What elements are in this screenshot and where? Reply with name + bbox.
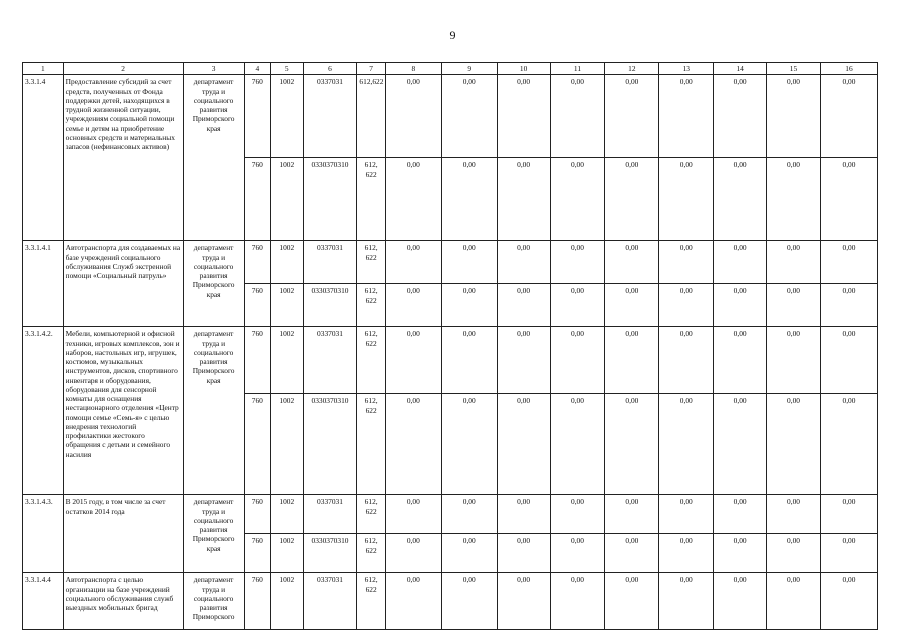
amount-cell: 0,00 bbox=[659, 327, 714, 394]
amount-cell: 0,00 bbox=[659, 534, 714, 573]
amount-cell: 0,00 bbox=[497, 241, 550, 284]
column-header-8: 8 bbox=[385, 63, 441, 75]
target-article-code: 0337031 bbox=[303, 241, 357, 284]
responsible-department: департамент труда и социального развития Приморского края bbox=[183, 495, 244, 573]
page-number: 9 bbox=[449, 28, 456, 42]
row-description: В 2015 году, в том числе за счет остатков 2014 года bbox=[63, 495, 183, 573]
amount-cell: 0,00 bbox=[497, 573, 550, 630]
section-code: 1002 bbox=[271, 534, 304, 573]
table-row bbox=[23, 241, 878, 284]
amount-cell: 0,00 bbox=[714, 158, 767, 241]
amount-cell: 0,00 bbox=[820, 495, 877, 534]
column-header-10: 10 bbox=[497, 63, 550, 75]
section-code: 1002 bbox=[271, 327, 304, 394]
amount-cell: 0,00 bbox=[714, 495, 767, 534]
column-header-7: 7 bbox=[357, 63, 385, 75]
amount-cell: 0,00 bbox=[767, 284, 821, 327]
table-row bbox=[23, 75, 878, 158]
amount-cell: 0,00 bbox=[550, 158, 605, 241]
amount-cell: 0,00 bbox=[497, 158, 550, 241]
target-article-code: 0337031 bbox=[303, 495, 357, 534]
amount-cell: 0,00 bbox=[497, 534, 550, 573]
amount-cell: 0,00 bbox=[714, 241, 767, 284]
amount-cell: 0,00 bbox=[385, 534, 441, 573]
amount-cell: 0,00 bbox=[659, 241, 714, 284]
amount-cell: 0,00 bbox=[550, 75, 605, 158]
table-row bbox=[23, 495, 878, 534]
amount-cell: 0,00 bbox=[441, 75, 497, 158]
amount-cell: 0,00 bbox=[714, 327, 767, 394]
table-row bbox=[23, 573, 878, 630]
amount-cell: 0,00 bbox=[441, 495, 497, 534]
amount-cell: 0,00 bbox=[820, 327, 877, 394]
section-code: 1002 bbox=[271, 75, 304, 158]
amount-cell: 0,00 bbox=[385, 573, 441, 630]
responsible-department: департамент труда и социального развития Приморского края bbox=[183, 241, 244, 327]
row-code: 3.3.1.4 bbox=[23, 75, 64, 241]
row-code: 3.3.1.4.4 bbox=[23, 573, 64, 630]
amount-cell: 0,00 bbox=[550, 241, 605, 284]
amount-cell: 0,00 bbox=[605, 158, 659, 241]
amount-cell: 0,00 bbox=[714, 394, 767, 495]
section-code: 1002 bbox=[271, 495, 304, 534]
amount-cell: 0,00 bbox=[820, 158, 877, 241]
responsible-department: департамент труда и социального развития Приморского края bbox=[183, 75, 244, 241]
amount-cell: 0,00 bbox=[767, 327, 821, 394]
target-article-code: 0330370310 bbox=[303, 534, 357, 573]
amount-cell: 0,00 bbox=[659, 75, 714, 158]
amount-cell: 0,00 bbox=[497, 75, 550, 158]
amount-cell: 0,00 bbox=[441, 241, 497, 284]
row-code: 3.3.1.4.1 bbox=[23, 241, 64, 327]
table-row bbox=[23, 327, 878, 394]
amount-cell: 0,00 bbox=[441, 394, 497, 495]
expense-type-code: 612, 622 bbox=[357, 573, 385, 630]
row-code: 3.3.1.4.3. bbox=[23, 495, 64, 573]
amount-cell: 0,00 bbox=[605, 534, 659, 573]
target-article-code: 0337031 bbox=[303, 573, 357, 630]
amount-cell: 0,00 bbox=[605, 75, 659, 158]
expense-type-code: 612,622 bbox=[357, 75, 385, 158]
grbs-code: 760 bbox=[244, 573, 270, 630]
section-code: 1002 bbox=[271, 284, 304, 327]
grbs-code: 760 bbox=[244, 158, 270, 241]
amount-cell: 0,00 bbox=[441, 284, 497, 327]
expense-type-code: 612, 622 bbox=[357, 394, 385, 495]
amount-cell: 0,00 bbox=[385, 327, 441, 394]
section-code: 1002 bbox=[271, 394, 304, 495]
amount-cell: 0,00 bbox=[767, 75, 821, 158]
amount-cell: 0,00 bbox=[820, 573, 877, 630]
amount-cell: 0,00 bbox=[820, 284, 877, 327]
expense-type-code: 612, 622 bbox=[357, 284, 385, 327]
amount-cell: 0,00 bbox=[497, 327, 550, 394]
amount-cell: 0,00 bbox=[659, 495, 714, 534]
amount-cell: 0,00 bbox=[550, 394, 605, 495]
column-header-6: 6 bbox=[303, 63, 357, 75]
amount-cell: 0,00 bbox=[820, 241, 877, 284]
amount-cell: 0,00 bbox=[714, 534, 767, 573]
column-header-11: 11 bbox=[550, 63, 605, 75]
section-code: 1002 bbox=[271, 573, 304, 630]
amount-cell: 0,00 bbox=[385, 495, 441, 534]
amount-cell: 0,00 bbox=[385, 284, 441, 327]
row-code: 3.3.1.4.2. bbox=[23, 327, 64, 495]
column-header-16: 16 bbox=[820, 63, 877, 75]
responsible-department: департамент труда и социального развития Приморского bbox=[183, 573, 244, 630]
row-description: Мебели, компьютерной и офисной техники, игровых комплексов, зон и наборов, настольных игр, игрушек, костюмов, музыкальных инструментов, дисков, спортивного инвентаря и оборудования, оборудования для сенсорной комнаты для оснащения нестационарного отделения «Центр помощи семье «Семь-я» с целью внедрения технологий профилактики жестокого обращения с детьми и семейного насилия bbox=[63, 327, 183, 495]
amount-cell: 0,00 bbox=[550, 573, 605, 630]
column-header-5: 5 bbox=[271, 63, 304, 75]
amount-cell: 0,00 bbox=[550, 495, 605, 534]
amount-cell: 0,00 bbox=[714, 573, 767, 630]
grbs-code: 760 bbox=[244, 241, 270, 284]
grbs-code: 760 bbox=[244, 75, 270, 158]
row-description: Автотранспорта с целью организации на базе учреждений социального обслуживания служб выездных мобильных бригад bbox=[63, 573, 183, 630]
amount-cell: 0,00 bbox=[820, 534, 877, 573]
budget-table bbox=[22, 62, 878, 630]
amount-cell: 0,00 bbox=[767, 158, 821, 241]
grbs-code: 760 bbox=[244, 534, 270, 573]
grbs-code: 760 bbox=[244, 495, 270, 534]
target-article-code: 0330370310 bbox=[303, 284, 357, 327]
column-header-13: 13 bbox=[659, 63, 714, 75]
expense-type-code: 612, 622 bbox=[357, 327, 385, 394]
target-article-code: 0330370310 bbox=[303, 158, 357, 241]
section-code: 1002 bbox=[271, 241, 304, 284]
amount-cell: 0,00 bbox=[605, 241, 659, 284]
amount-cell: 0,00 bbox=[659, 158, 714, 241]
expense-type-code: 612, 622 bbox=[357, 241, 385, 284]
amount-cell: 0,00 bbox=[605, 573, 659, 630]
amount-cell: 0,00 bbox=[605, 284, 659, 327]
amount-cell: 0,00 bbox=[767, 534, 821, 573]
amount-cell: 0,00 bbox=[767, 495, 821, 534]
responsible-department: департамент труда и социального развития Приморского края bbox=[183, 327, 244, 495]
amount-cell: 0,00 bbox=[497, 495, 550, 534]
amount-cell: 0,00 bbox=[385, 394, 441, 495]
grbs-code: 760 bbox=[244, 327, 270, 394]
column-header-1: 1 bbox=[23, 63, 64, 75]
amount-cell: 0,00 bbox=[385, 75, 441, 158]
amount-cell: 0,00 bbox=[385, 158, 441, 241]
column-header-3: 3 bbox=[183, 63, 244, 75]
target-article-code: 0330370310 bbox=[303, 394, 357, 495]
grbs-code: 760 bbox=[244, 394, 270, 495]
column-header-2: 2 bbox=[63, 63, 183, 75]
amount-cell: 0,00 bbox=[767, 573, 821, 630]
amount-cell: 0,00 bbox=[767, 241, 821, 284]
amount-cell: 0,00 bbox=[441, 327, 497, 394]
amount-cell: 0,00 bbox=[820, 394, 877, 495]
amount-cell: 0,00 bbox=[659, 573, 714, 630]
amount-cell: 0,00 bbox=[605, 394, 659, 495]
amount-cell: 0,00 bbox=[497, 284, 550, 327]
amount-cell: 0,00 bbox=[550, 284, 605, 327]
amount-cell: 0,00 bbox=[550, 534, 605, 573]
amount-cell: 0,00 bbox=[659, 284, 714, 327]
row-description: Автотранспорта для создаваемых на базе учреждений социального обслуживания Служб экстренной помощи «Социальный патруль» bbox=[63, 241, 183, 327]
section-code: 1002 bbox=[271, 158, 304, 241]
table-header bbox=[23, 63, 878, 75]
amount-cell: 0,00 bbox=[820, 75, 877, 158]
expense-type-code: 612, 622 bbox=[357, 495, 385, 534]
expense-type-code: 612, 622 bbox=[357, 158, 385, 241]
amount-cell: 0,00 bbox=[605, 495, 659, 534]
amount-cell: 0,00 bbox=[441, 534, 497, 573]
target-article-code: 0337031 bbox=[303, 327, 357, 394]
amount-cell: 0,00 bbox=[714, 75, 767, 158]
amount-cell: 0,00 bbox=[550, 327, 605, 394]
amount-cell: 0,00 bbox=[605, 327, 659, 394]
amount-cell: 0,00 bbox=[497, 394, 550, 495]
amount-cell: 0,00 bbox=[659, 394, 714, 495]
amount-cell: 0,00 bbox=[441, 158, 497, 241]
amount-cell: 0,00 bbox=[441, 573, 497, 630]
column-header-12: 12 bbox=[605, 63, 659, 75]
expense-type-code: 612, 622 bbox=[357, 534, 385, 573]
column-header-4: 4 bbox=[244, 63, 270, 75]
column-header-14: 14 bbox=[714, 63, 767, 75]
amount-cell: 0,00 bbox=[385, 241, 441, 284]
row-description: Предоставление субсидий за счет средств, полученных от Фонда поддержки детей, находящихся в трудной жизненной ситуации, учреждениям социальной помощи семье и детям на приобретение основных средств и материальных запасов (нефинансовых активов) bbox=[63, 75, 183, 241]
column-header-9: 9 bbox=[441, 63, 497, 75]
column-header-15: 15 bbox=[767, 63, 821, 75]
amount-cell: 0,00 bbox=[714, 284, 767, 327]
grbs-code: 760 bbox=[244, 284, 270, 327]
amount-cell: 0,00 bbox=[767, 394, 821, 495]
target-article-code: 0337031 bbox=[303, 75, 357, 158]
